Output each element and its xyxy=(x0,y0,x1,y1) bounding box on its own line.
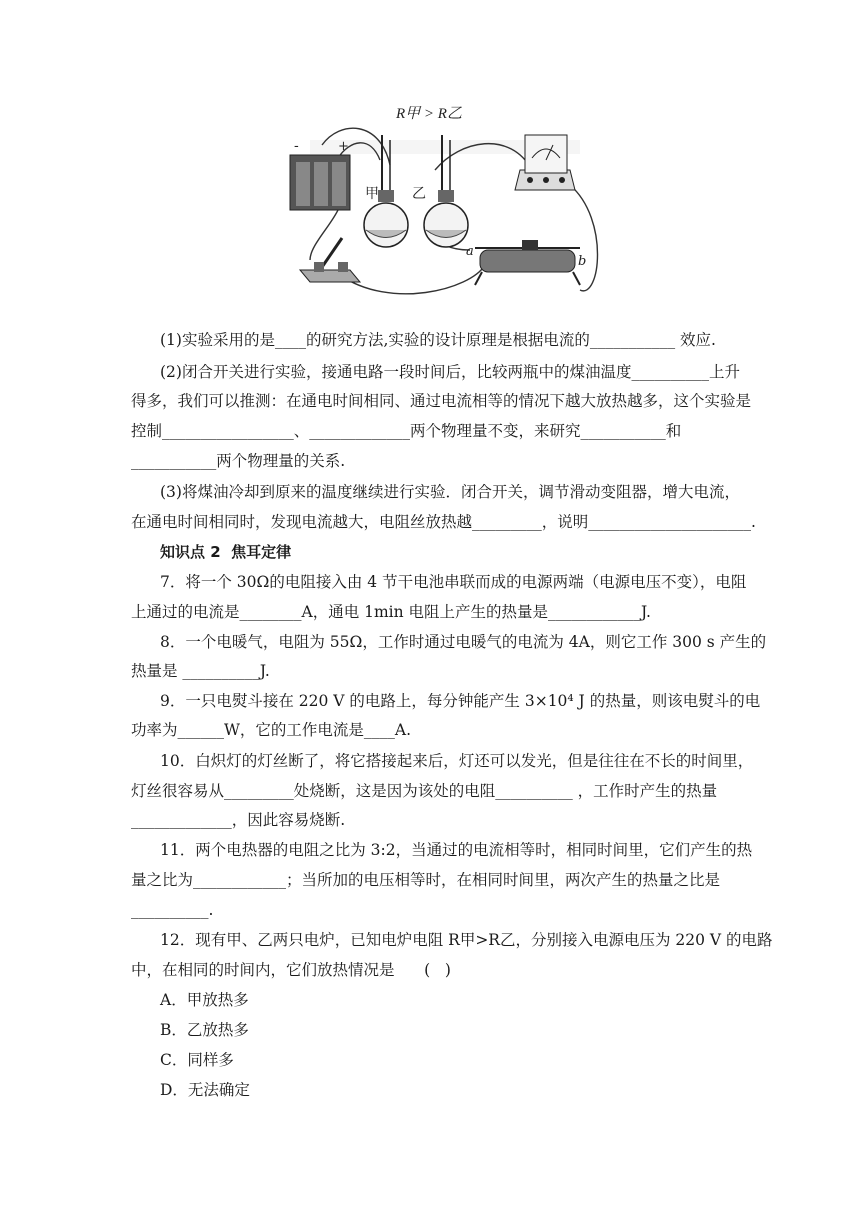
question-7: 7．将一个 30Ω的电阻接入由 4 节干电池串联而成的电源两端（电源电压不变），电阻 xyxy=(160,573,747,591)
question-10: 10．白炽灯的灯丝断了，将它搭接起来后，灯还可以发光，但是往往在不长的时间里， xyxy=(160,752,754,770)
switch-icon xyxy=(300,238,360,282)
text-line: 中，在相同的时间内，它们放热情况是 ( ) xyxy=(131,961,451,979)
text-line: 控制_________________、_____________两个物理量不变，来研究___________和 xyxy=(131,422,682,440)
option-c: C．同样多 xyxy=(160,1051,234,1069)
section-heading: 知识点 2 焦耳定律 xyxy=(160,543,292,561)
text-line: 得多，我们可以推测：在通电时间相同、通过电流相等的情况下越大放热越多，这个实验是 xyxy=(131,392,752,410)
text-line: ___________两个物理量的关系. xyxy=(131,452,346,470)
option-a: A．甲放热多 xyxy=(160,991,249,1009)
text-line: 功率为______W，它的工作电流是____A. xyxy=(131,721,412,739)
text-line: (2)闭合开关进行实验，接通电路一段时间后，比较两瓶中的煤油温度__________上升 xyxy=(160,363,740,381)
figure-caption: R甲 > R乙 xyxy=(396,106,462,122)
question-9: 9．一只电熨斗接在 220 V 的电路上，每分钟能产生 3×10⁴ J 的热量，则该电熨斗的电 xyxy=(160,692,761,710)
jia-label: 甲 xyxy=(365,186,379,202)
text-line: 在通电时间相同时，发现电流越大，电阻丝放热越_________，说明_____________________. xyxy=(131,513,756,531)
plus-label: + xyxy=(338,139,349,154)
text-line: 灯丝很容易从_________处烧断，这是因为该处的电阻__________ ，工作时产生的热量 xyxy=(131,782,718,800)
question-11: 11．两个电热器的电阻之比为 3:2，当通过的电流相等时，相同时间里，它们产生的热 xyxy=(160,841,753,859)
circuit-diagram xyxy=(270,100,600,315)
text-line: 上通过的电流是________A，通电 1min 电阻上产生的热量是____________J. xyxy=(131,603,651,621)
text-line: _____________，因此容易烧断. xyxy=(131,811,346,829)
question-8: 8．一个电暖气，电阻为 55Ω，工作时通过电暖气的电流为 4A，则它工作 300 s 产生的 xyxy=(160,633,767,651)
yi-label: 乙 xyxy=(412,186,426,202)
option-b: B．乙放热多 xyxy=(160,1021,249,1039)
text-line: (3)将煤油冷却到原来的温度继续进行实验．闭合开关，调节滑动变阻器，增大电流， xyxy=(160,483,740,501)
a-label: a xyxy=(466,244,474,259)
option-d: D．无法确定 xyxy=(160,1081,250,1099)
minus-label: - xyxy=(294,138,299,154)
text-line: __________. xyxy=(131,901,214,919)
text-line: 热量是 __________J. xyxy=(131,662,270,680)
rheostat-icon xyxy=(466,240,586,285)
text-line: 量之比为____________；当所加的电压相等时，在相同时间里，两次产生的热量之比是 xyxy=(131,871,721,889)
b-label: b xyxy=(578,254,587,269)
question-12: 12．现有甲、乙两只电炉，已知电炉电阻 R甲>R乙，分别接入电源电压为 220 V 的电路 xyxy=(160,931,773,949)
text-line: (1)实验采用的是____的研究方法,实验的设计原理是根据电流的___________ 效应. xyxy=(160,331,716,349)
